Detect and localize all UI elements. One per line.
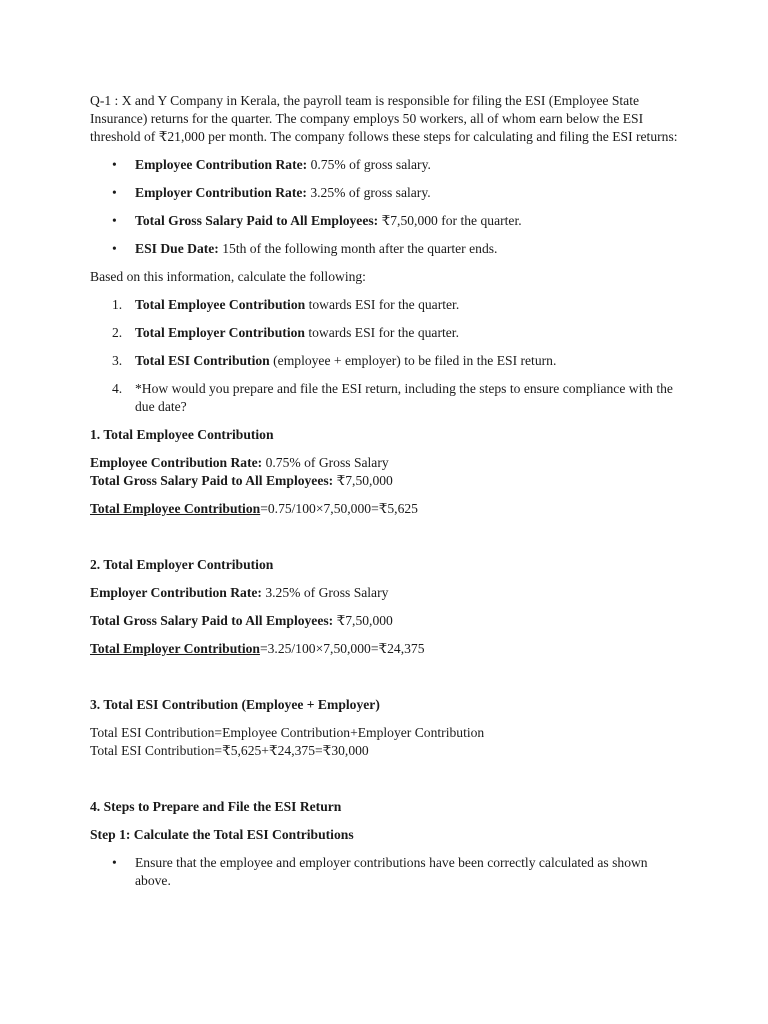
- gross-line: Total Gross Salary Paid to All Employees: ₹7,50,000: [90, 473, 393, 488]
- formula-line: Total ESI Contribution=Employee Contribution+Employer Contribution: [90, 725, 485, 740]
- fact-text: 15th of the following month after the quarter ends.: [218, 241, 498, 256]
- task-text: towards ESI for the quarter.: [305, 297, 460, 312]
- bullet-icon: •: [112, 213, 117, 228]
- bullet-icon: •: [112, 157, 117, 172]
- intro-text: Based on this information, calculate the following:: [90, 269, 366, 284]
- task-text: towards ESI for the quarter.: [304, 325, 459, 340]
- list-item: [90, 854, 680, 890]
- task-label: Total ESI Contribution: [135, 353, 270, 368]
- tasks-list: [90, 296, 680, 416]
- task-text: *How would you prepare and file the ESI return, including the steps to ensure compliance with the due date?: [135, 381, 673, 414]
- item-number: 4.: [112, 381, 123, 396]
- section-heading: 4. Steps to Prepare and File the ESI Return: [90, 799, 342, 814]
- list-item: [90, 240, 680, 258]
- fact-label: Total Gross Salary Paid to All Employees:: [135, 213, 379, 228]
- task-text: (employee + employer) to be filed in the ESI return.: [269, 353, 557, 368]
- section-heading: 2. Total Employer Contribution: [90, 557, 274, 572]
- fact-label: ESI Due Date:: [135, 241, 219, 256]
- list-item: [90, 296, 680, 314]
- rate-line: Employee Contribution Rate: 0.75% of Gross Salary: [90, 455, 389, 470]
- question-text: Q-1 : X and Y Company in Kerala, the payroll team is responsible for filing the ESI (Employee State Insurance) returns for the quarter. The company employs 50 workers, all of whom earn below the ESI threshold of ₹21,000 per month. The company follows these steps for calculating and filing the ESI returns:: [90, 93, 678, 144]
- item-number: 2.: [112, 325, 123, 340]
- list-item: [90, 184, 680, 202]
- fact-text: ₹7,50,000 for the quarter.: [378, 213, 522, 228]
- task-label: Total Employee Contribution: [135, 297, 306, 312]
- section-heading: 3. Total ESI Contribution (Employee + Employer): [90, 697, 380, 712]
- fact-text: 0.75% of gross salary.: [307, 157, 431, 172]
- bullet-icon: •: [112, 185, 117, 200]
- item-number: 1.: [112, 297, 123, 312]
- facts-list: [90, 156, 680, 258]
- list-item: [90, 212, 680, 230]
- section-heading: 1. Total Employee Contribution: [90, 427, 274, 442]
- result-line: Total Employee Contribution=0.75/100×7,50,000=₹5,625: [90, 501, 418, 516]
- step-heading: Step 1: Calculate the Total ESI Contributions: [90, 827, 354, 842]
- rate-line: Employer Contribution Rate: 3.25% of Gross Salary: [90, 585, 389, 600]
- step-text: Ensure that the employee and employer contributions have been correctly calculated as shown above.: [135, 855, 648, 888]
- bullet-icon: •: [112, 241, 117, 256]
- item-number: 3.: [112, 353, 123, 368]
- bullet-icon: •: [112, 855, 117, 870]
- document-page: [90, 92, 680, 900]
- gross-line: Total Gross Salary Paid to All Employees: ₹7,50,000: [90, 613, 393, 628]
- list-item: [90, 380, 680, 416]
- fact-label: Employer Contribution Rate:: [135, 185, 307, 200]
- list-item: [90, 156, 680, 174]
- fact-label: Employee Contribution Rate:: [135, 157, 308, 172]
- result-line: Total Employer Contribution=3.25/100×7,50,000=₹24,375: [90, 641, 425, 656]
- task-label: Total Employer Contribution: [135, 325, 305, 340]
- list-item: [90, 324, 680, 342]
- fact-text: 3.25% of gross salary.: [306, 185, 431, 200]
- formula-line: Total ESI Contribution=₹5,625+₹24,375=₹30,000: [90, 743, 369, 758]
- list-item: [90, 352, 680, 370]
